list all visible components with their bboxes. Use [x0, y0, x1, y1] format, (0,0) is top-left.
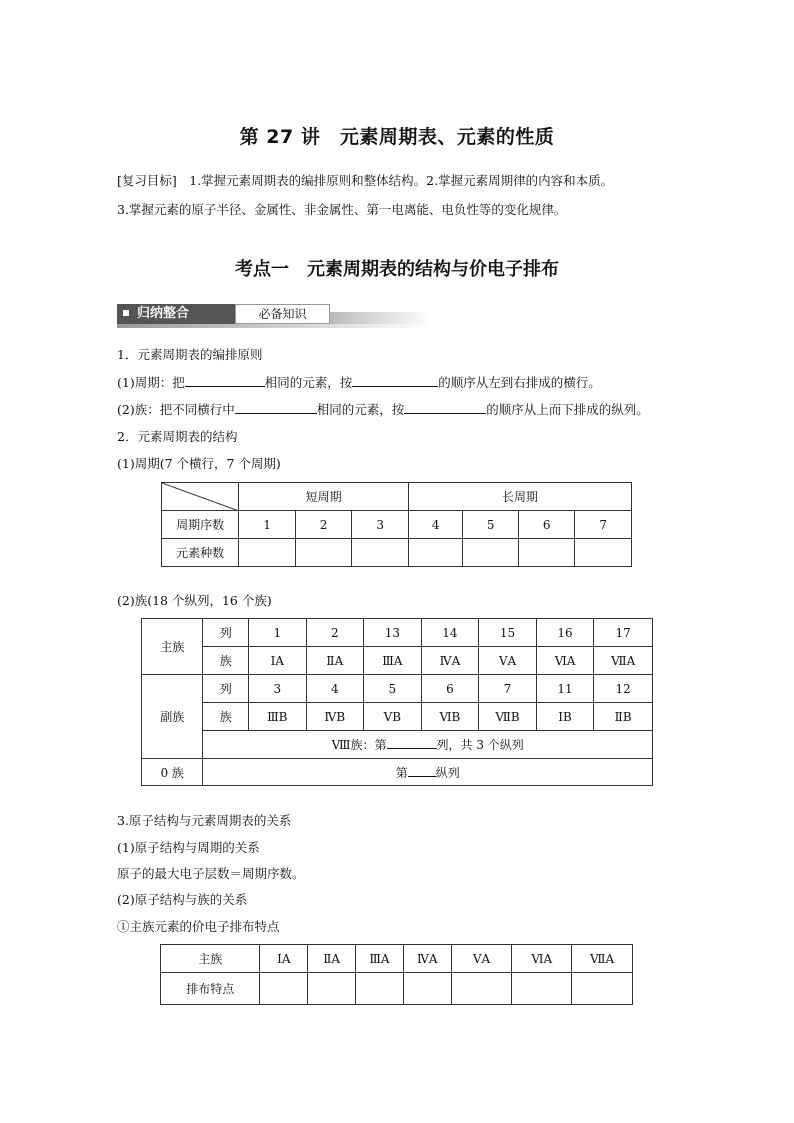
group-name: ⅥA — [536, 647, 594, 675]
s1-heading: 1．元素周期表的编排原则 — [117, 347, 263, 362]
period-number: 6 — [518, 511, 575, 539]
s1-group-definition — [117, 401, 649, 418]
square-icon — [123, 310, 129, 316]
column-number: 17 — [594, 619, 653, 647]
text: Ⅷ族：第 — [331, 738, 387, 752]
blank-cell[interactable] — [512, 973, 572, 1005]
period-number: 4 — [408, 511, 463, 539]
column-label: 列 — [203, 675, 249, 703]
group-name: ⅤB — [364, 703, 422, 731]
blank-cell[interactable] — [463, 539, 519, 567]
s1-period-definition — [117, 374, 601, 391]
valence-table — [160, 944, 633, 1005]
fill-blank[interactable] — [185, 374, 265, 387]
group-name: ⅦA — [594, 647, 653, 675]
zero-group-row — [203, 759, 653, 786]
blank-cell[interactable] — [308, 973, 356, 1005]
s3-heading: 3.原子结构与元素周期表的关系 — [117, 813, 292, 828]
period-number: 5 — [463, 511, 519, 539]
group-label: 族 — [203, 647, 249, 675]
lecture-title: 第 27 讲 元素周期表、元素的性质 — [239, 126, 555, 148]
blank-cell[interactable] — [451, 973, 512, 1005]
column-number: 3 — [249, 675, 307, 703]
banner-underline — [117, 324, 432, 328]
group-name: ⅡA — [308, 945, 356, 973]
short-period-header: 短周期 — [239, 483, 409, 511]
period-number: 7 — [575, 511, 632, 539]
group-label: 族 — [203, 703, 249, 731]
group-name: ⅣB — [306, 703, 364, 731]
long-period-header: 长周期 — [408, 483, 631, 511]
review-goals-line2: 3.掌握元素的原子半径、金属性、非金属性、第一电离能、电负性等的变化规律。 — [117, 202, 567, 217]
s3-sub1: (1)原子结构与周期的关系 — [117, 840, 260, 855]
column-number: 14 — [421, 619, 479, 647]
main-group-label: 主族 — [142, 619, 203, 675]
fill-blank[interactable] — [387, 736, 437, 749]
fill-blank[interactable] — [404, 401, 486, 414]
arrangement-label: 排布特点 — [161, 973, 260, 1005]
banner-left-label: 归纳整合 — [137, 306, 190, 321]
column-number: 6 — [421, 675, 479, 703]
blank-cell[interactable] — [239, 539, 296, 567]
fill-blank[interactable] — [408, 764, 436, 777]
column-number: 15 — [479, 619, 537, 647]
group-name: ⅢB — [249, 703, 307, 731]
column-number: 12 — [594, 675, 653, 703]
group-name: ⅣA — [403, 945, 451, 973]
period-table — [161, 482, 632, 567]
main-group-head: 主族 — [161, 945, 260, 973]
blank-cell[interactable] — [260, 973, 308, 1005]
group-name: ⅥA — [512, 945, 572, 973]
group-name: ⅠB — [536, 703, 594, 731]
column-number: 5 — [364, 675, 422, 703]
column-number: 2 — [306, 619, 364, 647]
period-number: 1 — [239, 511, 296, 539]
column-number: 13 — [364, 619, 422, 647]
blank-cell[interactable] — [575, 539, 632, 567]
text: 的顺序从上而下排成的纵列。 — [486, 402, 649, 417]
zero-group-label: 0 族 — [142, 759, 203, 786]
column-number: 16 — [536, 619, 594, 647]
section-title: 考点一 元素周期表的结构与价电子排布 — [235, 259, 559, 280]
s3-sub2: (2)原子结构与族的关系 — [117, 892, 248, 907]
group-name: ⅡA — [306, 647, 364, 675]
group-name: ⅤA — [479, 647, 537, 675]
s3-item1: ①主族元素的价电子排布特点 — [117, 919, 280, 934]
group-name: ⅤA — [451, 945, 512, 973]
review-goals-line1: [复习目标] 1.掌握元素周期表的编排原则和整体结构。2.掌握元素周期律的内容和本质。 — [117, 173, 614, 188]
text: (2)族：把不同横行中 — [117, 402, 235, 417]
blank-cell[interactable] — [572, 973, 633, 1005]
text: 相同的元素，按 — [316, 402, 405, 417]
blank-cell[interactable] — [356, 973, 404, 1005]
group-name: ⅦA — [572, 945, 633, 973]
s2-heading: 2．元素周期表的结构 — [117, 429, 238, 444]
group-name: ⅢA — [356, 945, 404, 973]
column-number: 4 — [306, 675, 364, 703]
blank-cell[interactable] — [295, 539, 352, 567]
column-number: 11 — [536, 675, 594, 703]
group-table — [141, 618, 653, 786]
group-viii-row — [203, 731, 653, 759]
group-name: ⅡB — [594, 703, 653, 731]
group-name: ⅥB — [421, 703, 479, 731]
element-count-label: 元素种数 — [162, 539, 239, 567]
banner-gradient — [330, 312, 432, 324]
text: 列，共 3 个纵列 — [436, 738, 524, 752]
diagonal-header-cell — [162, 483, 239, 511]
period-caption: (1)周期(7 个横行，7 个周期) — [117, 456, 281, 471]
banner-dark-tab — [117, 304, 235, 324]
summary-banner — [117, 304, 432, 324]
group-name: ⅦB — [479, 703, 537, 731]
blank-cell[interactable] — [408, 539, 463, 567]
text: 的顺序从左到右排成的横行。 — [438, 375, 601, 390]
text: 纵列 — [435, 765, 460, 780]
period-number: 2 — [295, 511, 352, 539]
group-name: ⅣA — [421, 647, 479, 675]
text: (1)周期：把 — [117, 375, 185, 390]
period-number-label: 周期序数 — [162, 511, 239, 539]
sub-group-label: 副族 — [142, 675, 203, 759]
period-number: 3 — [352, 511, 409, 539]
group-name: ⅢA — [364, 647, 422, 675]
s3-sub1-text: 原子的最大电子层数＝周期序数。 — [117, 866, 305, 881]
blank-cell[interactable] — [352, 539, 409, 567]
text: 第 — [395, 765, 408, 780]
group-caption: (2)族(18 个纵列，16 个族) — [117, 593, 272, 608]
fill-blank[interactable] — [352, 374, 438, 387]
banner-right-label: 必备知识 — [235, 304, 330, 324]
column-label: 列 — [203, 619, 249, 647]
group-name: ⅠA — [249, 647, 307, 675]
blank-cell[interactable] — [403, 973, 451, 1005]
blank-cell[interactable] — [518, 539, 575, 567]
group-name: ⅠA — [260, 945, 308, 973]
column-number: 1 — [249, 619, 307, 647]
column-number: 7 — [479, 675, 537, 703]
text: 相同的元素，按 — [264, 375, 353, 390]
fill-blank[interactable] — [235, 401, 317, 414]
diagonal-line — [162, 483, 239, 511]
